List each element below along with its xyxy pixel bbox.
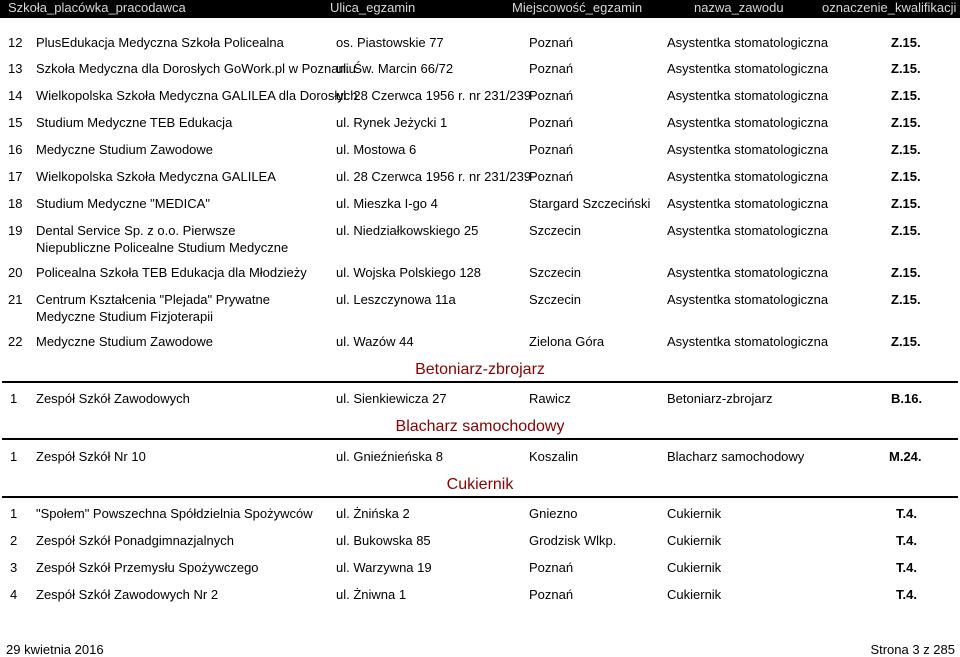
section-title-betoniarz: Betoniarz-zbrojarz bbox=[415, 361, 545, 378]
row-street: ul. Św. Marcin 66/72 bbox=[336, 61, 454, 76]
row-code: Z.15. bbox=[891, 223, 921, 238]
section-divider bbox=[2, 496, 958, 498]
row-num: 14 bbox=[8, 88, 23, 103]
row-city: Poznań bbox=[529, 35, 574, 50]
table-header bbox=[0, 0, 960, 18]
row-profession: Asystentka stomatologiczna bbox=[667, 196, 829, 211]
row-school: Wielkopolska Szkoła Medyczna GALILEA dla Dorosłych bbox=[36, 88, 358, 103]
header-street: Ulica_egzamin bbox=[330, 0, 416, 15]
row-code: Z.15. bbox=[891, 61, 921, 76]
row-num: 15 bbox=[8, 115, 23, 130]
row-street: ul. 28 Czerwca 1956 r. nr 231/239 bbox=[336, 169, 532, 184]
row-profession: Asystentka stomatologiczna bbox=[667, 35, 829, 50]
row-school: "Społem" Powszechna Spółdzielnia Spożywców bbox=[36, 506, 313, 521]
row-street: ul. 28 Czerwca 1956 r. nr 231/239 bbox=[336, 88, 532, 103]
row-num: 16 bbox=[8, 142, 23, 157]
row-city: Poznań bbox=[529, 587, 574, 602]
row-num: 19 bbox=[8, 223, 23, 238]
row-school: Medyczne Studium Zawodowe bbox=[36, 334, 214, 349]
row-city: Szczecin bbox=[529, 292, 582, 307]
section-title-blacharz: Blacharz samochodowy bbox=[395, 418, 565, 435]
row-city: Poznań bbox=[529, 115, 574, 130]
row-street: ul. Mieszka I-go 4 bbox=[336, 196, 438, 211]
row-profession: Blacharz samochodowy bbox=[667, 449, 805, 464]
row-profession: Asystentka stomatologiczna bbox=[667, 265, 829, 280]
row-city: Poznań bbox=[529, 142, 574, 157]
row-school: Policealna Szkoła TEB Edukacja dla Młodzieży bbox=[36, 265, 307, 280]
row-num: 18 bbox=[8, 196, 23, 211]
row-code: M.24. bbox=[889, 449, 922, 464]
row-code: Z.15. bbox=[891, 196, 921, 211]
row-code: B.16. bbox=[891, 391, 923, 406]
row-code: Z.15. bbox=[891, 35, 921, 50]
row-school: Wielkopolska Szkoła Medyczna GALILEA bbox=[36, 169, 276, 184]
row-num: 12 bbox=[8, 35, 23, 50]
row-school: Centrum Kształcenia "Plejada" Prywatne Medyczne Studium Fizjoterapii bbox=[36, 292, 270, 324]
row-num: 1 bbox=[10, 449, 18, 464]
row-profession: Asystentka stomatologiczna bbox=[667, 88, 829, 103]
row-street: ul. Warzywna 19 bbox=[336, 560, 432, 575]
row-city: Gniezno bbox=[529, 506, 578, 521]
row-city: Poznań bbox=[529, 88, 574, 103]
row-street: ul. Żniwna 1 bbox=[336, 587, 407, 602]
row-street: ul. Mostowa 6 bbox=[336, 142, 417, 157]
row-street: ul. Gnieźnieńska 8 bbox=[336, 449, 443, 464]
row-school: Szkoła Medyczna dla Dorosłych GoWork.pl w Poznaniu bbox=[36, 61, 356, 76]
row-school: PlusEdukacja Medyczna Szkoła Policealna bbox=[36, 35, 284, 50]
row-city: Poznań bbox=[529, 560, 574, 575]
row-num: 1 bbox=[10, 391, 18, 406]
row-num: 17 bbox=[8, 169, 23, 184]
row-school: Dental Service Sp. z o.o. Pierwsze Niepubliczne Policealne Studium Medyczne bbox=[36, 223, 289, 255]
row-school: Zespół Szkół Przemysłu Spożywczego bbox=[36, 560, 259, 575]
section-divider bbox=[2, 438, 958, 440]
row-num: 2 bbox=[10, 533, 18, 548]
row-num: 3 bbox=[10, 560, 18, 575]
row-profession: Betoniarz-zbrojarz bbox=[667, 391, 773, 406]
row-street: ul. Niedziałkowskiego 25 bbox=[336, 223, 479, 238]
row-street: os. Piastowskie 77 bbox=[336, 35, 444, 50]
row-city: Koszalin bbox=[529, 449, 579, 464]
row-city: Zielona Góra bbox=[529, 334, 605, 349]
row-street: ul. Wazów 44 bbox=[336, 334, 414, 349]
row-street: ul. Rynek Jeżycki 1 bbox=[336, 115, 448, 130]
row-profession: Cukiernik bbox=[667, 560, 722, 575]
row-city: Szczecin bbox=[529, 265, 582, 280]
row-code: Z.15. bbox=[891, 334, 921, 349]
header-profession: nazwa_zawodu bbox=[694, 0, 784, 15]
row-street: ul. Żnińska 2 bbox=[336, 506, 410, 521]
row-code: Z.15. bbox=[891, 265, 921, 280]
row-city: Grodzisk Wlkp. bbox=[529, 533, 617, 548]
row-profession: Cukiernik bbox=[667, 587, 722, 602]
row-profession: Asystentka stomatologiczna bbox=[667, 169, 829, 184]
row-profession: Cukiernik bbox=[667, 506, 722, 521]
row-school: Zespół Szkół Nr 10 bbox=[36, 449, 146, 464]
row-school: Zespół Szkół Zawodowych bbox=[36, 391, 190, 406]
row-city: Poznań bbox=[529, 169, 574, 184]
row-num: 22 bbox=[8, 334, 23, 349]
row-school: Zespół Szkół Ponadgimnazjalnych bbox=[36, 533, 234, 548]
row-profession: Asystentka stomatologiczna bbox=[667, 334, 829, 349]
row-code: T.4. bbox=[896, 533, 917, 548]
row-profession: Asystentka stomatologiczna bbox=[667, 115, 829, 130]
row-city: Stargard Szczeciński bbox=[529, 196, 651, 211]
row-school: Studium Medyczne TEB Edukacja bbox=[36, 115, 233, 130]
row-profession: Asystentka stomatologiczna bbox=[667, 292, 829, 307]
row-profession: Asystentka stomatologiczna bbox=[667, 142, 829, 157]
row-code: T.4. bbox=[896, 560, 917, 575]
row-city: Rawicz bbox=[529, 391, 571, 406]
row-profession: Asystentka stomatologiczna bbox=[667, 223, 829, 238]
header-school: Szkoła_placówka_pracodawca bbox=[8, 0, 186, 15]
row-code: Z.15. bbox=[891, 292, 921, 307]
row-street: ul. Sienkiewicza 27 bbox=[336, 391, 447, 406]
row-street: ul. Wojska Polskiego 128 bbox=[336, 265, 482, 280]
row-street: ul. Bukowska 85 bbox=[336, 533, 431, 548]
row-school: Zespół Szkół Zawodowych Nr 2 bbox=[36, 587, 219, 602]
row-num: 20 bbox=[8, 265, 23, 280]
section-divider bbox=[2, 381, 958, 383]
row-code: T.4. bbox=[896, 506, 917, 521]
row-profession: Cukiernik bbox=[667, 533, 722, 548]
row-num: 4 bbox=[10, 587, 18, 602]
row-code: Z.15. bbox=[891, 169, 921, 184]
row-code: Z.15. bbox=[891, 88, 921, 103]
row-num: 1 bbox=[10, 506, 18, 521]
row-city: Szczecin bbox=[529, 223, 582, 238]
footer-date: 29 kwietnia 2016 bbox=[6, 642, 104, 657]
row-num: 13 bbox=[8, 61, 23, 76]
row-school: Studium Medyczne "MEDICA" bbox=[36, 196, 210, 211]
row-city: Poznań bbox=[529, 61, 574, 76]
row-code: Z.15. bbox=[891, 115, 921, 130]
row-street: ul. Leszczynowa 11a bbox=[336, 292, 456, 307]
row-school: Medyczne Studium Zawodowe bbox=[36, 142, 214, 157]
row-code: Z.15. bbox=[891, 142, 921, 157]
section-title-cukiernik: Cukiernik bbox=[446, 476, 514, 493]
row-num: 21 bbox=[8, 292, 23, 307]
header-city: Miejscowość_egzamin bbox=[512, 0, 643, 15]
footer-page-number: Strona 3 z 285 bbox=[870, 642, 955, 657]
header-code: oznaczenie_kwalifikacji bbox=[822, 0, 957, 15]
row-profession: Asystentka stomatologiczna bbox=[667, 61, 829, 76]
row-code: T.4. bbox=[896, 587, 917, 602]
